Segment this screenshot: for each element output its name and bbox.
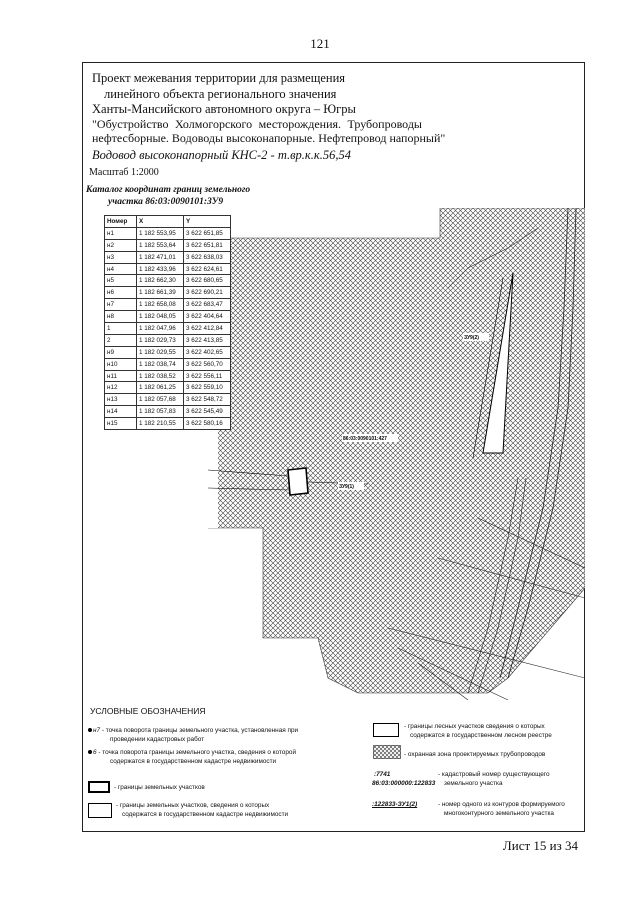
x-coordinate-cell: 1 182 553,95 (137, 227, 184, 239)
point-number-cell: н12 (105, 382, 137, 394)
point-marker-icon (88, 750, 92, 754)
y-coordinate-cell: 3 622 413,85 (184, 334, 231, 346)
sheet-number: Лист 15 из 34 (502, 838, 578, 853)
legend-contour-sample: :122833-ЗУ1(2) (372, 801, 418, 808)
col-header-y: Y (184, 216, 231, 228)
y-coordinate-cell: 3 622 404,64 (184, 311, 231, 323)
label-zu9-2: ЗУ9(2) (464, 335, 479, 341)
x-coordinate-cell: 1 182 433,96 (137, 263, 184, 275)
coordinate-table (104, 215, 231, 430)
y-coordinate-cell: 3 622 412,84 (184, 323, 231, 335)
header-line-3: Ханты-Мансийского автономного округа – Югры (92, 102, 356, 116)
header-line-1: Проект межевания территории для размещения (92, 71, 346, 85)
table-row (105, 299, 231, 311)
legend-item-gkn-boundaries: - границы земельных участков, сведения о которых содержатся в государственном кадастре недвижимости (116, 802, 289, 818)
table-row (105, 394, 231, 406)
x-coordinate-cell: 1 182 061,25 (137, 382, 184, 394)
table-row (105, 227, 231, 239)
x-coordinate-cell: 1 182 038,74 (137, 358, 184, 370)
label-zu9-1: ЗУ9(1) (339, 484, 354, 490)
legend-item-cadastral-number: - кадастровый номер существующего земельного участка (438, 771, 550, 787)
point-number-cell: н9 (105, 346, 137, 358)
forest-boundary-symbol (373, 723, 399, 737)
legend-item-protection-zone: - охранная зона проектируемых трубопроводов (404, 751, 546, 758)
table-row (105, 287, 231, 299)
table-row (105, 239, 231, 251)
table-row (105, 251, 231, 263)
point-number-cell: н11 (105, 370, 137, 382)
point-number-cell: н5 (105, 275, 137, 287)
y-coordinate-cell: 3 622 545,49 (184, 406, 231, 418)
x-coordinate-cell: 1 182 210,55 (137, 418, 184, 430)
table-row (105, 334, 231, 346)
point-number-cell: н14 (105, 406, 137, 418)
y-coordinate-cell: 3 622 580,16 (184, 418, 231, 430)
table-row (105, 311, 231, 323)
table-row (105, 370, 231, 382)
x-coordinate-cell: 1 182 553,64 (137, 239, 184, 251)
legend-title: УСЛОВНЫЕ ОБОЗНАЧЕНИЯ (90, 706, 206, 716)
y-coordinate-cell: 3 622 651,85 (184, 227, 231, 239)
table-row (105, 323, 231, 335)
y-coordinate-cell: 3 622 560,70 (184, 358, 231, 370)
x-coordinate-cell: 1 182 661,39 (137, 287, 184, 299)
header-line-2: линейного объекта регионального значения (104, 87, 337, 101)
legend-item-forest: - границы лесных участков сведения о которых содержатся в государственном лесном реестре (404, 723, 552, 739)
col-header-number: Номер (105, 216, 137, 228)
point-number-cell: н6 (105, 287, 137, 299)
x-coordinate-cell: 1 182 029,73 (137, 334, 184, 346)
legend-item-contour-number: - номер одного из контуров формируемого многоконтурного земельного участка (438, 801, 565, 817)
catalog-title-2: участка 86:03:0090101:ЗУ9 (108, 197, 224, 207)
point-number-cell: н1 (105, 227, 137, 239)
x-coordinate-cell: 1 182 048,05 (137, 311, 184, 323)
point-number-cell: 2 (105, 334, 137, 346)
point-number-cell: н7 (105, 299, 137, 311)
protection-zone-symbol (373, 745, 401, 759)
point-number-cell: н2 (105, 239, 137, 251)
gkn-boundary-symbol (88, 803, 112, 818)
y-coordinate-cell: 3 622 683,47 (184, 299, 231, 311)
y-coordinate-cell: 3 622 559,10 (184, 382, 231, 394)
parcel-boundary-symbol (88, 781, 110, 793)
x-coordinate-cell: 1 182 047,96 (137, 323, 184, 335)
page-number: 121 (310, 36, 330, 51)
y-coordinate-cell: 3 622 638,03 (184, 251, 231, 263)
point-marker-icon (88, 728, 92, 732)
point-number-cell: 1 (105, 323, 137, 335)
table-row (105, 406, 231, 418)
y-coordinate-cell: 3 622 624,61 (184, 263, 231, 275)
y-coordinate-cell: 3 622 556,11 (184, 370, 231, 382)
label-parcel-427: 86:03:0090101:427 (343, 436, 387, 442)
catalog-title-1: Каталог координат границ земельного (86, 185, 251, 195)
y-coordinate-cell: 3 622 690,21 (184, 287, 231, 299)
point-number-cell: н13 (105, 394, 137, 406)
x-coordinate-cell: 1 182 057,83 (137, 406, 184, 418)
scale-label: Масштаб 1:2000 (89, 167, 159, 178)
header-line-5: нефтесборные. Водоводы высоконапорные. Нефтепровод напорный" (92, 131, 446, 145)
header-line-4: "Обустройство Холмогорского месторождения. Трубопроводы (92, 117, 422, 131)
table-row (105, 346, 231, 358)
legend-item-boundaries: - границы земельных участков (114, 784, 205, 791)
y-coordinate-cell: 3 622 402,65 (184, 346, 231, 358)
x-coordinate-cell: 1 182 029,55 (137, 346, 184, 358)
table-row (105, 382, 231, 394)
y-coordinate-cell: 3 622 680,65 (184, 275, 231, 287)
point-number-cell: н15 (105, 418, 137, 430)
y-coordinate-cell: 3 622 548,72 (184, 394, 231, 406)
x-coordinate-cell: 1 182 471,01 (137, 251, 184, 263)
point-number-cell: н3 (105, 251, 137, 263)
x-coordinate-cell: 1 182 662,30 (137, 275, 184, 287)
y-coordinate-cell: 3 622 651,81 (184, 239, 231, 251)
point-number-cell: н4 (105, 263, 137, 275)
object-name: Водовод высоконапорный КНС-2 - т.вр.к.к.56,54 (92, 148, 351, 162)
table-row (105, 263, 231, 275)
x-coordinate-cell: 1 182 658,08 (137, 299, 184, 311)
point-number-cell: н8 (105, 311, 137, 323)
legend-item-gkn-point: 6 - точка поворота границы земельного участка, сведения о которой содержатся в государственном кадастре недвижимости (88, 749, 296, 766)
table-row (105, 358, 231, 370)
table-row (105, 275, 231, 287)
table-row (105, 418, 231, 430)
x-coordinate-cell: 1 182 038,52 (137, 370, 184, 382)
legend-cadastral-sample: :7741 86:03:000000:122833 (372, 771, 436, 787)
x-coordinate-cell: 1 182 057,68 (137, 394, 184, 406)
cadastral-map (208, 208, 585, 700)
col-header-x: X (137, 216, 184, 228)
legend-item-kadastr-point: н7 - точка поворота границы земельного участка, установленная при проведении кадастровых работ (88, 727, 298, 744)
point-number-cell: н10 (105, 358, 137, 370)
